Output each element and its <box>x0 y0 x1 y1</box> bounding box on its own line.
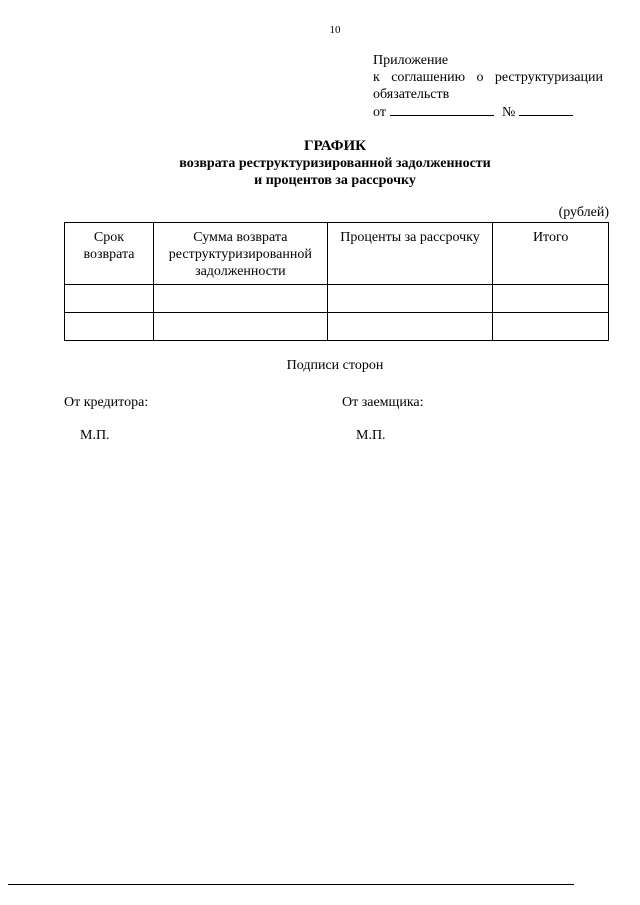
appendix-date-number-line <box>373 103 603 121</box>
page-number: 10 <box>329 24 341 36</box>
table-cell[interactable] <box>65 313 154 341</box>
number-blank-field[interactable] <box>519 103 573 116</box>
date-blank-field[interactable] <box>390 103 494 116</box>
table-cell[interactable] <box>327 313 493 341</box>
appendix-word: о <box>476 70 484 85</box>
title-main: ГРАФИК <box>303 138 367 154</box>
table-cell[interactable] <box>493 313 609 341</box>
appendix-title: Приложение <box>373 53 449 68</box>
table-cell[interactable] <box>153 285 327 313</box>
footer-rule <box>8 884 574 885</box>
appendix-word: соглашению <box>391 70 466 85</box>
header-term: Срок возврата <box>65 223 154 285</box>
header-amount: Сумма возврата реструктуризированной задолженности <box>153 223 327 285</box>
header-total: Итого <box>493 223 609 285</box>
from-label: от <box>373 105 386 120</box>
table-cell[interactable] <box>327 285 493 313</box>
table-cell[interactable] <box>153 313 327 341</box>
creditor-label: От кредитора: <box>64 395 149 410</box>
creditor-stamp: М.П. <box>80 428 110 443</box>
signatures-title: Подписи сторон <box>286 358 384 373</box>
document-title <box>0 138 640 189</box>
number-sign: № <box>501 105 516 120</box>
appendix-word: реструктуризации <box>494 70 603 85</box>
table-cell[interactable] <box>493 285 609 313</box>
repayment-schedule-table <box>64 222 609 341</box>
appendix-obligations: обязательств <box>373 87 450 102</box>
borrower-stamp: М.П. <box>356 428 386 443</box>
table-header-row <box>65 223 609 285</box>
table-cell[interactable] <box>65 285 154 313</box>
appendix-agreement-line <box>373 69 603 86</box>
title-line-2: возврата реструктуризированной задолженности <box>179 156 491 171</box>
appendix-block <box>373 52 603 121</box>
table-row <box>65 285 609 313</box>
borrower-label: От заемщика: <box>342 395 424 410</box>
currency-unit-label: (рублей) <box>558 205 609 220</box>
header-interest: Проценты за рассрочку <box>327 223 493 285</box>
table-row <box>65 313 609 341</box>
title-line-3: и процентов за рассрочку <box>254 173 416 188</box>
appendix-word: к <box>373 70 380 85</box>
